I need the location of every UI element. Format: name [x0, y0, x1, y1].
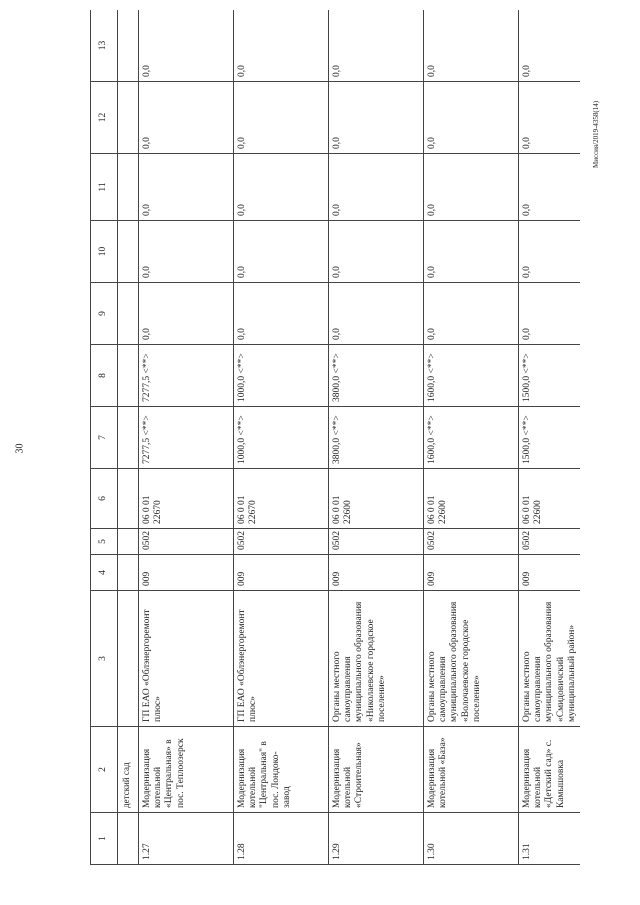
table-row [139, 10, 234, 865]
code-gr: 009 [234, 555, 329, 591]
measure-name: Модернизация котельной «База» [424, 727, 519, 813]
program-table [90, 10, 580, 865]
measure-name: Модернизация котельной «Строительная» [329, 727, 424, 813]
amount-year: 0,0 [234, 82, 329, 154]
code-gr: 009 [139, 555, 234, 591]
amount-year: 0,0 [329, 82, 424, 154]
table-row [519, 10, 581, 865]
amount-total: 3800,0 <**> [329, 407, 424, 469]
executor: ГП ЕАО «Облэнергоремонт плюс» [139, 591, 234, 727]
amount-total: 1600,0 <**> [424, 407, 519, 469]
amount-year: 7277,5 <**> [139, 345, 234, 407]
table-viewport [90, 10, 580, 865]
code-csr: 06 0 01 22600 [329, 469, 424, 529]
amount-year: 0,0 [519, 283, 581, 345]
table-row [329, 10, 424, 865]
column-number: 12 [91, 82, 118, 154]
code-rzpr: 0502 [234, 529, 329, 555]
executor: Органы местного самоуправления муниципального образования «Смидовичский муниципальный район» [519, 591, 581, 727]
column-number: 9 [91, 283, 118, 345]
amount-year: 0,0 [234, 283, 329, 345]
code-csr: 06 0 01 22670 [234, 469, 329, 529]
continuation-row [118, 10, 139, 865]
column-number: 8 [91, 345, 118, 407]
amount-year: 0,0 [139, 10, 234, 82]
amount-year: 0,0 [139, 82, 234, 154]
executor: Органы местного самоуправления муниципального образования «Николаевское городское поселение» [329, 591, 424, 727]
amount-year: 0,0 [519, 10, 581, 82]
column-number: 7 [91, 407, 118, 469]
amount-year: 0,0 [424, 10, 519, 82]
code-gr: 009 [519, 555, 581, 591]
column-number: 2 [91, 727, 118, 813]
column-number: 5 [91, 529, 118, 555]
row-number: 1.28 [234, 813, 329, 865]
amount-year: 3800,0 <**> [329, 345, 424, 407]
row-number: 1.31 [519, 813, 581, 865]
amount-year: 0,0 [329, 221, 424, 283]
code-gr: 009 [424, 555, 519, 591]
measure-name: Модернизация котельной "Центральная" в пос. Лондоко-завод [234, 727, 329, 813]
code-rzpr: 0502 [424, 529, 519, 555]
amount-year: 0,0 [519, 221, 581, 283]
executor: Органы местного самоуправления муниципального образования «Волочаевское городское поселение» [424, 591, 519, 727]
amount-year: 0,0 [424, 154, 519, 221]
table-row [234, 10, 329, 865]
column-number-row [91, 10, 118, 865]
amount-year: 0,0 [234, 10, 329, 82]
column-number: 4 [91, 555, 118, 591]
column-number: 11 [91, 154, 118, 221]
code-rzpr: 0502 [139, 529, 234, 555]
executor: ГП ЕАО «Облэнергоремонт плюс» [234, 591, 329, 727]
document-code [590, 40, 602, 170]
amount-year: 0,0 [329, 154, 424, 221]
amount-year: 0,0 [139, 283, 234, 345]
code-rzpr: 0502 [519, 529, 581, 555]
row-number: 1.30 [424, 813, 519, 865]
column-number: 10 [91, 221, 118, 283]
amount-year: 0,0 [139, 154, 234, 221]
measure-name: Модернизация котельной «Детский сад» с. Камышовка [519, 727, 581, 813]
measure-name: Модернизация котельной «Центральная» в пос. Теплоозерск [139, 727, 234, 813]
amount-year: 1500,0 <**> [519, 345, 581, 407]
code-csr: 06 0 01 22600 [424, 469, 519, 529]
column-number: 6 [91, 469, 118, 529]
amount-year: 0,0 [234, 154, 329, 221]
amount-year: 0,0 [329, 283, 424, 345]
amount-total: 1500,0 <**> [519, 407, 581, 469]
row-number: 1.29 [329, 813, 424, 865]
amount-year: 0,0 [424, 82, 519, 154]
column-number: 1 [91, 813, 118, 865]
amount-total: 1000,0 <**> [234, 407, 329, 469]
amount-year: 1600,0 <**> [424, 345, 519, 407]
amount-year: 0,0 [424, 221, 519, 283]
continuation-text: детский сад [118, 727, 139, 813]
amount-year: 0,0 [519, 154, 581, 221]
code-gr: 009 [329, 555, 424, 591]
amount-year: 1000,0 <**> [234, 345, 329, 407]
amount-year: 0,0 [519, 82, 581, 154]
amount-total: 7277,5 <**> [139, 407, 234, 469]
document-code-text: Миссия/2019-4358(14) [592, 100, 600, 168]
code-csr: 06 0 01 22670 [139, 469, 234, 529]
amount-year: 0,0 [234, 221, 329, 283]
column-number: 3 [91, 591, 118, 727]
page-number: 30 [14, 443, 26, 454]
amount-year: 0,0 [329, 10, 424, 82]
code-csr: 06 0 01 22600 [519, 469, 581, 529]
table-row [424, 10, 519, 865]
code-rzpr: 0502 [329, 529, 424, 555]
row-number: 1.27 [139, 813, 234, 865]
amount-year: 0,0 [139, 221, 234, 283]
amount-year: 0,0 [424, 283, 519, 345]
column-number: 13 [91, 10, 118, 82]
